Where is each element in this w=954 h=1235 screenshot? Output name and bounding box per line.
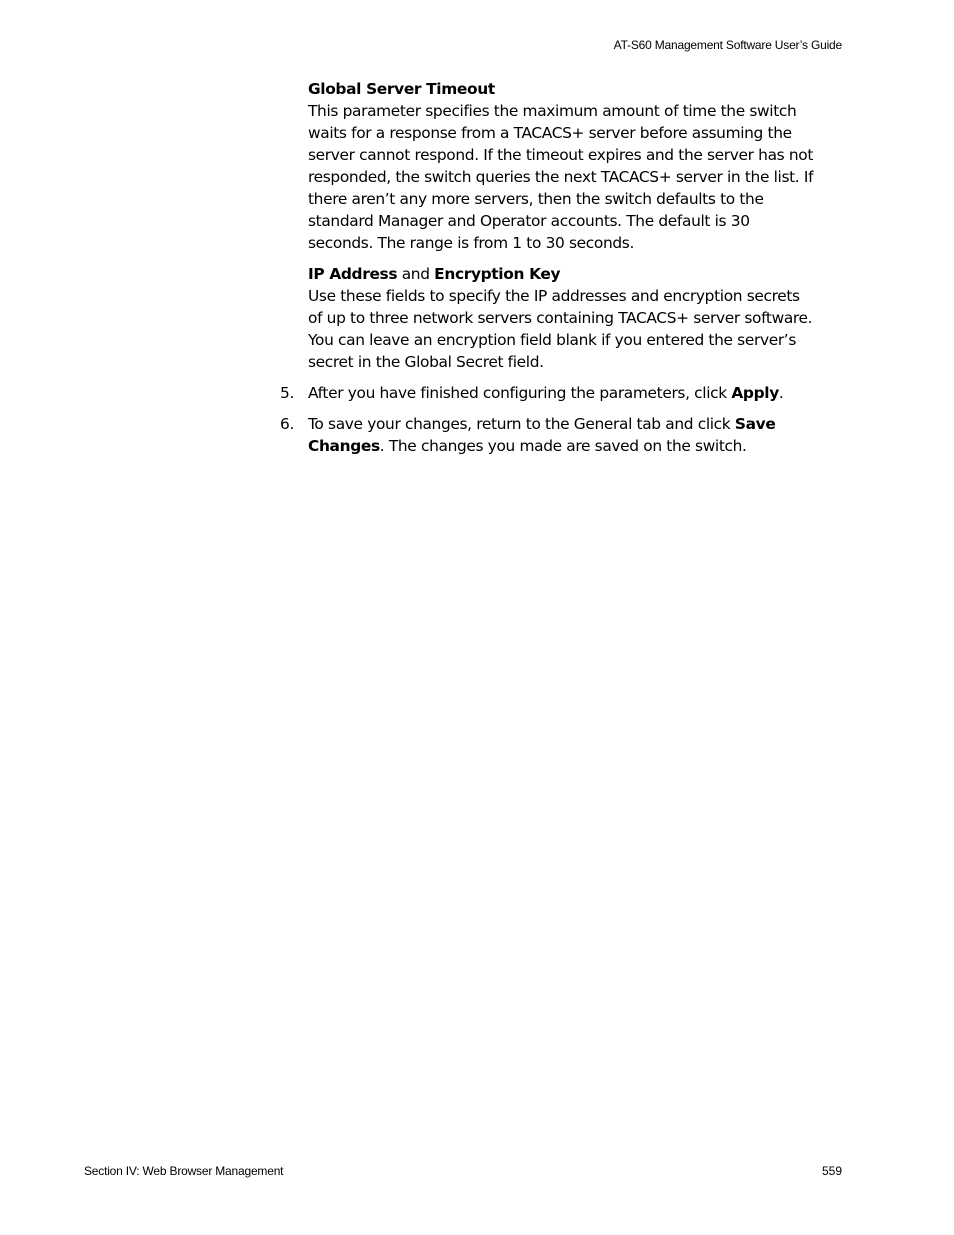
step-bold-term: Save Changes xyxy=(308,415,776,455)
param-description: Use these fields to specify the IP addresses and encryption secrets of up to three network servers containing TACACS+ server software. You can leave an encryption field blank if you entered the server’s secret in the Global Secret field. xyxy=(308,287,813,371)
step-number: 6. xyxy=(280,415,294,433)
param-title xyxy=(308,263,814,285)
step-text: To save your changes, return to the General tab and click xyxy=(308,415,735,433)
running-header: AT-S60 Management Software User’s Guide xyxy=(613,38,842,52)
param-title-encryption-key: Encryption Key xyxy=(434,265,561,283)
param-title-ip-address: IP Address xyxy=(308,265,398,283)
step-text-end: . The changes you made are saved on the switch. xyxy=(379,437,747,455)
main-content xyxy=(280,78,814,466)
footer-page-number: 559 xyxy=(821,1164,842,1178)
param-ip-address-encryption-key xyxy=(308,263,814,373)
param-title: Global Server Timeout xyxy=(308,80,495,98)
step-5 xyxy=(280,382,814,404)
step-number: 5. xyxy=(280,384,294,402)
step-text: After you have finished configuring the parameters, click xyxy=(308,384,732,402)
step-text-end: . xyxy=(778,384,784,402)
step-6 xyxy=(280,413,814,457)
param-title-joiner: and xyxy=(397,265,435,283)
param-global-server-timeout xyxy=(308,78,814,254)
footer-section-title: Section IV: Web Browser Management xyxy=(84,1164,284,1178)
step-bold-term: Apply xyxy=(731,384,779,402)
procedure-steps xyxy=(280,382,814,457)
param-description: This parameter specifies the maximum amount of time the switch waits for a response from a TACACS+ server before assuming the server cannot respond. If the timeout expires and the server has not responded, the switch queries the next TACACS+ server in the list. If there aren’t any more servers, then the switch defaults to the standard Manager and Operator accounts. The default is 30 seconds. The range is from 1 to 30 seconds. xyxy=(308,102,814,252)
